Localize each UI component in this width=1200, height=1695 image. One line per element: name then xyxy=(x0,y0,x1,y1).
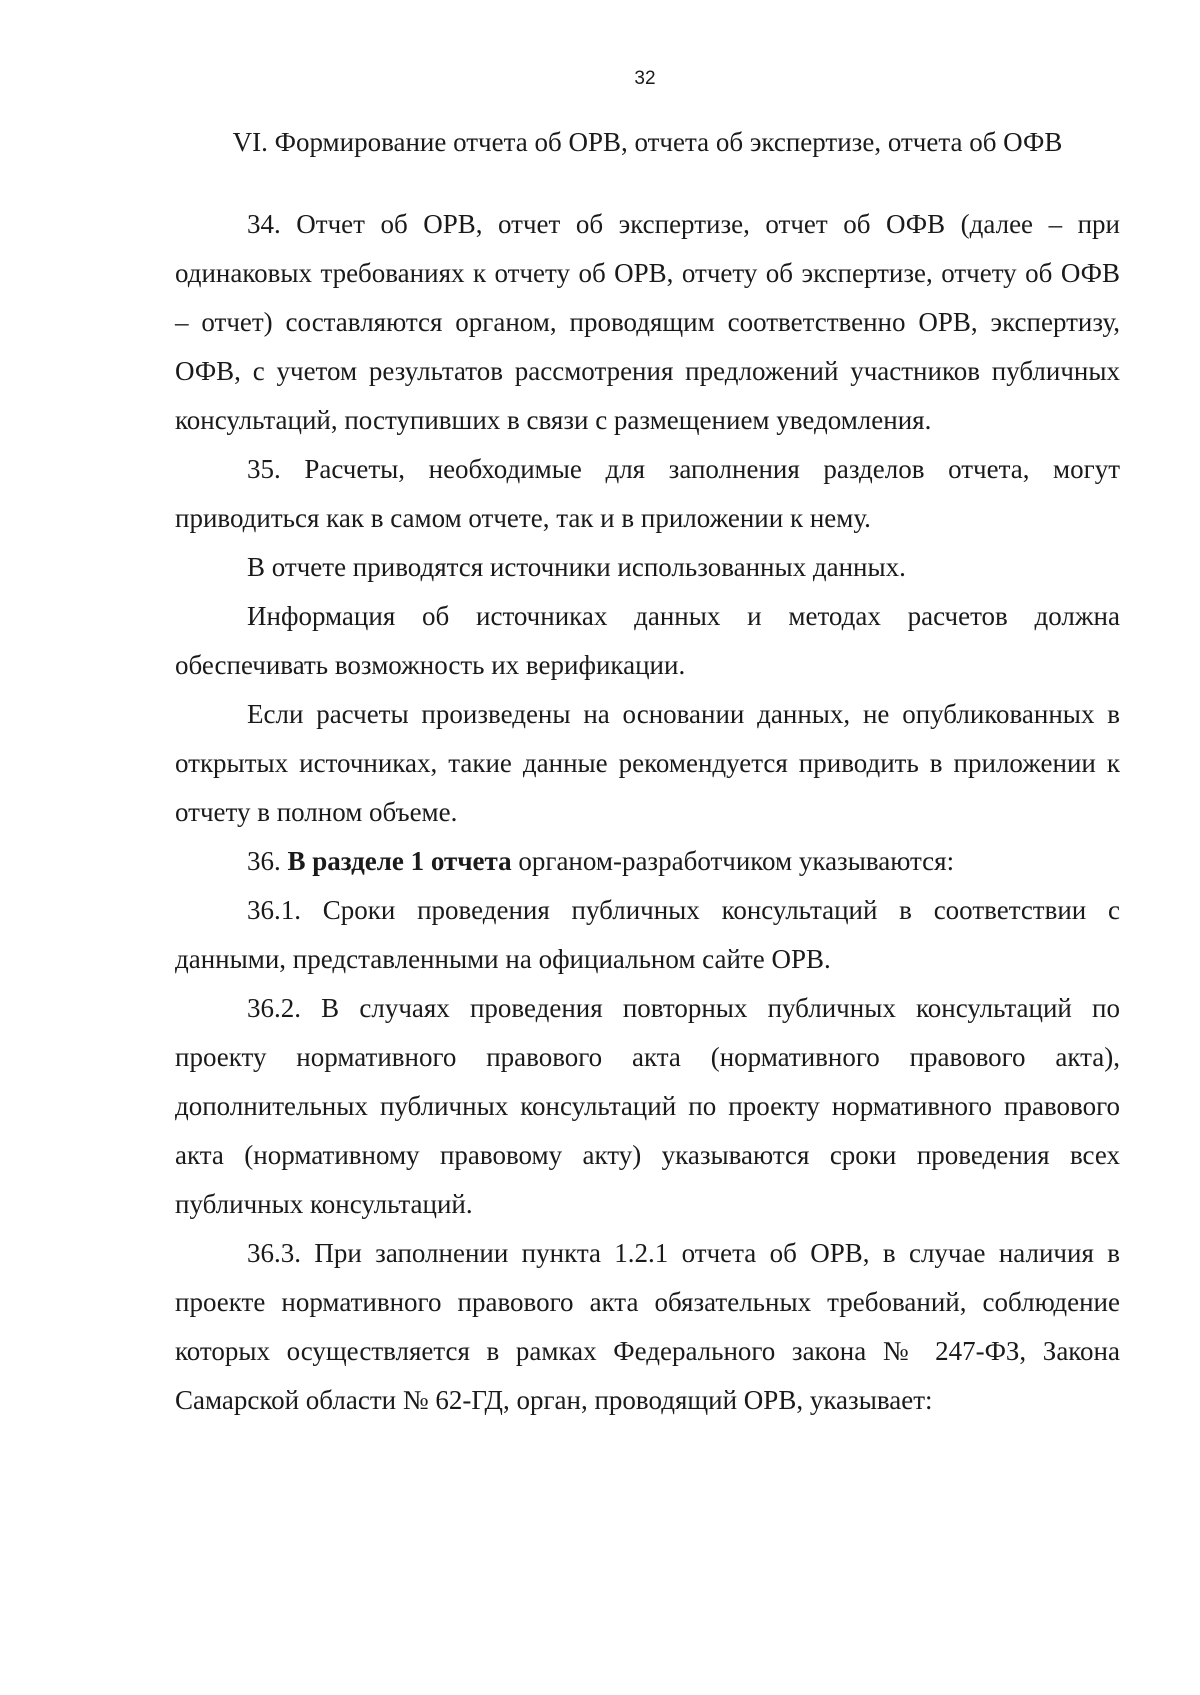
paragraph-35-unpublished: Если расчеты произведены на основании данных, не опубликованных в открытых источниках, такие данные рекомендуется приводить в приложении к отчету в полном объеме. xyxy=(175,699,1120,827)
document-body xyxy=(175,200,1120,1425)
paragraph-36-bold: В разделе 1 отчета xyxy=(287,846,512,876)
paragraph-36-2: 36.2. В случаях проведения повторных публичных консультаций по проекту нормативного правового акта (нормативного правового акта), дополнительных публичных консультаций по проекту нормативного правового акта (нормативному правовому акту) указываются сроки проведения всех публичных консультаций. xyxy=(175,993,1120,1219)
section-heading: VI. Формирование отчета об ОРВ, отчета об экспертизе, отчета об ОФВ xyxy=(232,127,1063,157)
paragraph-36 xyxy=(175,837,1120,886)
paragraph-36-3: 36.3. При заполнении пункта 1.2.1 отчета об ОРВ, в случае наличия в проекте нормативного правового акта обязательных требований, соблюдение которых осуществляется в рамках Федерального закона № 247-ФЗ, Закона Самарской области № 62-ГД, орган, проводящий ОРВ, указывает: xyxy=(175,1238,1120,1415)
paragraph-35-info: Информация об источниках данных и методах расчетов должна обеспечивать возможность их верификации. xyxy=(175,601,1120,680)
page-number: 32 xyxy=(634,68,656,89)
paragraph-34: 34. Отчет об ОРВ, отчет об экспертизе, отчет об ОФВ (далее – при одинаковых требованиях к отчету об ОРВ, отчету об экспертизе, отчету об ОФВ – отчет) составляются органом, проводящим соответственно ОРВ, экспертизу, ОФВ, с учетом результатов рассмотрения предложений участников публичных консультаций, поступивших в связи с размещением уведомления. xyxy=(175,209,1120,435)
paragraph-36-prefix: 36. xyxy=(247,846,288,876)
paragraph-36-1: 36.1. Сроки проведения публичных консультаций в соответствии с данными, представленными на официальном сайте ОРВ. xyxy=(175,895,1120,974)
paragraph-35-sources: В отчете приводятся источники использованных данных. xyxy=(247,552,906,582)
paragraph-36-suffix: органом-разработчиком указываются: xyxy=(511,846,955,876)
paragraph-35: 35. Расчеты, необходимые для заполнения разделов отчета, могут приводиться как в самом отчете, так и в приложении к нему. xyxy=(175,454,1120,533)
